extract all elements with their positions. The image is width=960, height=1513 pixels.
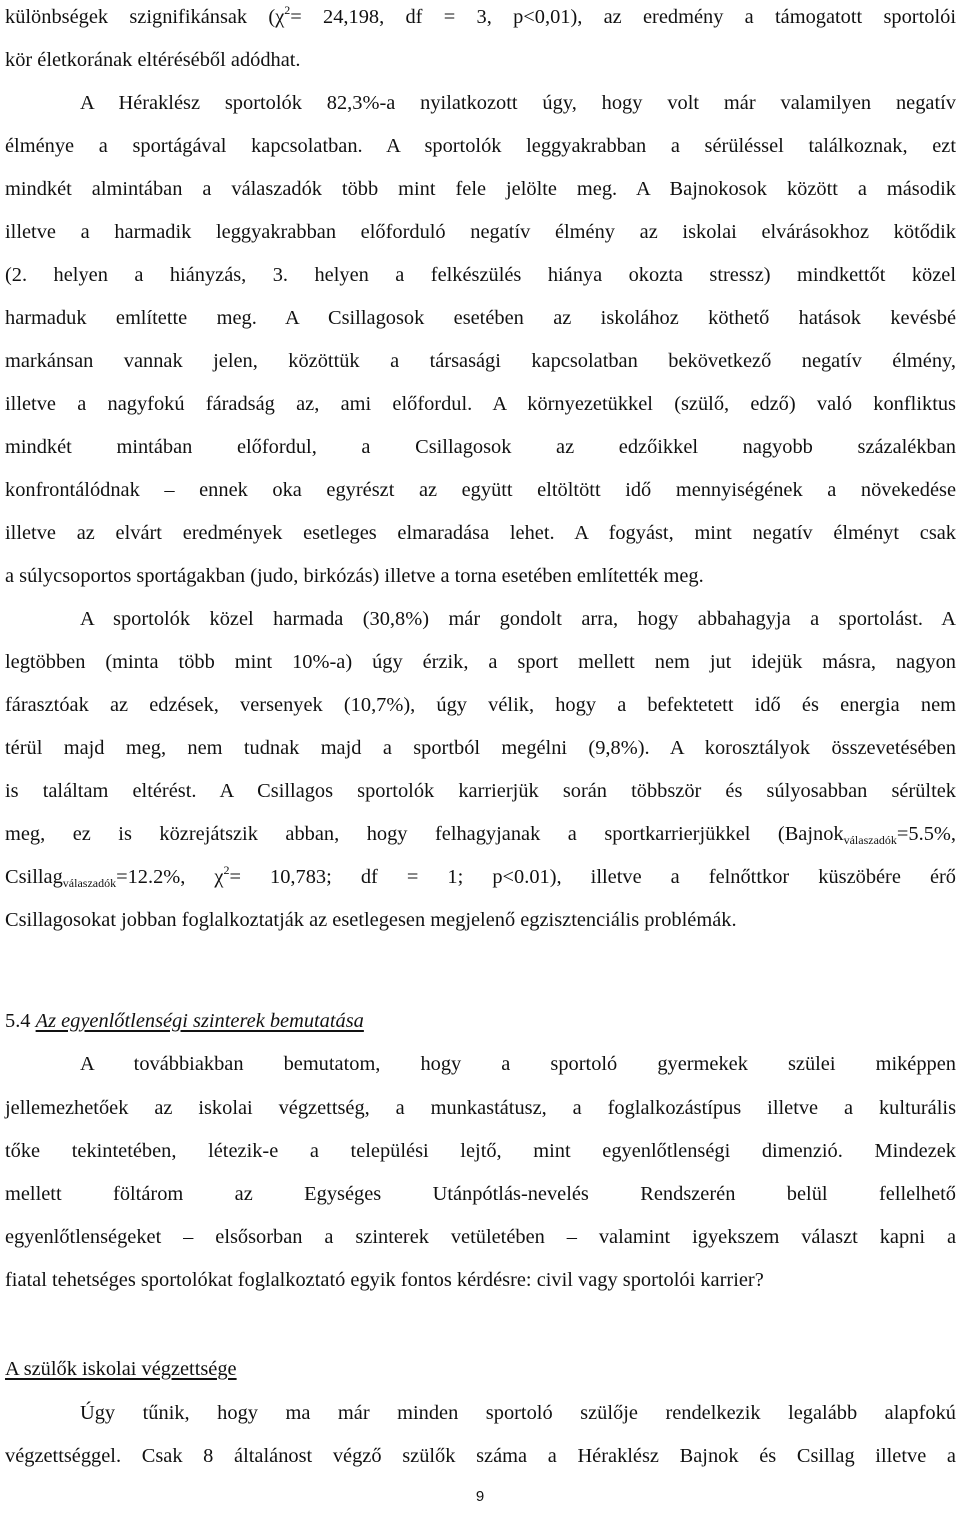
text-line: konfrontálódnak – ennek oka egyrészt az együtt eltöltött idő mennyiségének a növekedése bbox=[5, 479, 956, 501]
text-line: térül majd meg, nem tudnak majd a sportból megélni (9,8%). A korosztályok összevetésében bbox=[5, 737, 956, 759]
text-line: végzettséggel. Csak 8 általánost végző szülők száma a Héraklész Bajnok és Csillag illetve a bbox=[5, 1445, 956, 1467]
text-line: mellett föltárom az Egységes Utánpótlás-nevelés Rendszerén belül fellelhető bbox=[5, 1183, 956, 1205]
text-line: illetve a harmadik leggyakrabban előforduló negatív élmény az iskolai elvárásokhoz kötődik bbox=[5, 221, 956, 243]
text-line: egyenlőtlenségeket – elsősorban a szinterek vetületében – valamint igyekszem választ kapni a bbox=[5, 1226, 956, 1248]
text-line: illetve az elvárt eredmények esetleges elmaradása lehet. A fogyást, mint negatív élményt csak bbox=[5, 522, 956, 544]
text-line: markánsan vannak jelen, közöttük a társasági kapcsolatban bekövetkező negatív élmény, bbox=[5, 350, 956, 372]
section-title: Az egyenlőtlenségi szinterek bemutatása bbox=[35, 1010, 364, 1032]
text-line: is találtam eltérést. A Csillagos sportolók karrierjük során többször és súlyosabban sérültek bbox=[5, 780, 956, 802]
text-line: legtöbben (minta több mint 10%-a) úgy érzik, a sport mellett nem jut idejük másra, nagyon bbox=[5, 651, 956, 673]
text-line: mindkét mintában előfordul, a Csillagosok az edzőikkel nagyobb százalékban bbox=[5, 436, 956, 458]
text-line: illetve a nagyfokú fáradság az, ami előfordul. A környezetükkel (szülő, edző) való konfliktus bbox=[5, 393, 956, 415]
text-line: meg, ez is közrejátszik abban, hogy felhagyjanak a sportkarrierjükkel (Bajnok$_{válaszadók}$=5.5%, bbox=[5, 823, 956, 847]
text-line: fiatal tehetséges sportolókat foglalkoztató egyik fontos kérdésre: civil vagy sportolói karrier? bbox=[5, 1269, 764, 1291]
text-line: kör életkorának eltéréséből adódhat. bbox=[5, 49, 301, 71]
page-number: 9 bbox=[475, 1488, 485, 1505]
text-line: A továbbiakban bemutatom, hogy a sportoló gyermekek szülei miképpen bbox=[80, 1053, 956, 1075]
text-line: jellemezhetőek az iskolai végzettség, a munkastátusz, a foglalkozástípus illetve a kulturális bbox=[5, 1097, 956, 1119]
text-line: harmaduk említette meg. A Csillagosok esetében az iskolához köthető hatások kevésbé bbox=[5, 307, 956, 329]
text-line: Csillagosokat jobban foglalkoztatják az esetlegesen megjelenő egzisztenciális problémák. bbox=[5, 909, 737, 931]
text-line: A Héraklész sportolók 82,3%-a nyilatkozott úgy, hogy volt már valamilyen negatív bbox=[80, 92, 956, 114]
section-number: 5.4 bbox=[5, 1010, 31, 1032]
text-line: (2. helyen a hiányzás, 3. helyen a felkészülés hiánya okozta stressz) mindkettőt közel bbox=[5, 264, 956, 286]
text-line: különbségek szignifikánsak ($\chi^2= 24,198$, df = 3, p<0,01), az eredmény a támogatott sportolói bbox=[5, 3, 956, 28]
text-line: mindkét almintában a válaszadók több mint fele jelölte meg. A Bajnokosok között a második bbox=[5, 178, 956, 200]
text-line: tőke tekintetében, létezik-e a települési lejtő, mint egyenlőtlenségi dimenzió. Mindezek bbox=[5, 1140, 956, 1162]
section-heading bbox=[5, 1006, 956, 1036]
text-line: Úgy tűnik, hogy ma már minden sportoló szülője rendelkezik legalább alapfokú bbox=[80, 1402, 956, 1424]
text-line: fárasztóak az edzések, versenyek (10,7%), úgy vélik, hogy a befektetett idő és energia nem bbox=[5, 694, 956, 716]
subheading: A szülők iskolai végzettsége bbox=[5, 1358, 237, 1380]
text-line: A sportolók közel harmada (30,8%) már gondolt arra, hogy abbahagyja a sportolást. A bbox=[80, 608, 956, 630]
text-line: a súlycsoportos sportágakban (judo, birkózás) illetve a torna esetében említették meg. bbox=[5, 565, 704, 587]
text-line: élménye a sportágával kapcsolatban. A sportolók leggyakrabban a sérüléssel találkoznak, ezt bbox=[5, 135, 956, 157]
text-line: Csillag$_{válaszadók}$=12.2%, $\chi^2= 10,783$; df = 1; p<0.01), illetve a felnőttkor küszöbére érő bbox=[5, 863, 956, 890]
